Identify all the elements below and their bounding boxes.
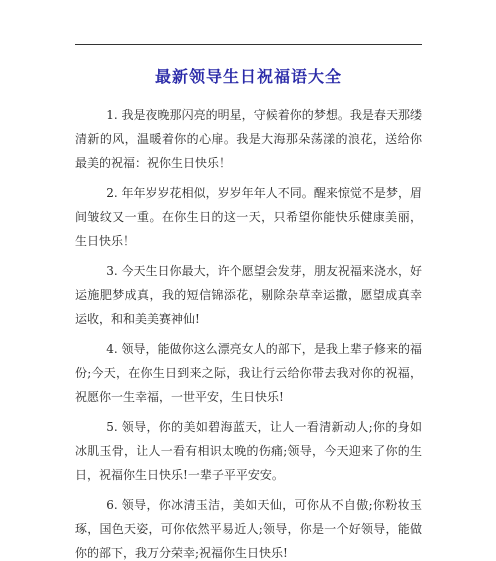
paragraph-6: 6. 领导，你冰清玉洁，美如天仙，可你从不自傲;你粉妆玉琢，国色天姿，可你依然平易近人;领导，你是一个好领导，能做你的部下，我万分荣幸;祝福你生日快乐! — [75, 498, 422, 560]
paragraph-1: 1. 我是夜晚那闪亮的明星，守候着你的梦想。我是春天那缕清新的风，温暖着你的心扉。我是大海那朵荡漾的浪花，送给你最美的祝福：祝你生日快乐！ — [75, 108, 422, 170]
paragraph-5: 5. 领导，你的美如碧海蓝天，让人一看清新动人;你的身如冰肌玉骨，让人一看有相识太晚的伤痛;领导，今天迎来了你的生日，祝福你生日快乐!一辈子平平安安。 — [75, 420, 422, 482]
header-rule — [75, 44, 422, 45]
document-body — [75, 103, 422, 561]
paragraph-2: 2. 年年岁岁花相似，岁岁年年人不同。醒来惊觉不是梦，眉间皱纹又一重。在你生日的这一天，只希望你能快乐健康美丽，生日快乐！ — [75, 186, 422, 248]
paragraph-3: 3. 今天生日你最大，许个愿望会发芽，朋友祝福来浇水，好运施肥梦成真，我的短信锦添花，剔除杂草幸运撒，愿望成真幸运收，和和美美赛神仙! — [75, 264, 422, 326]
document-title: 最新领导生日祝福语大全 — [154, 67, 342, 86]
paragraph-4: 4. 领导，能做你这么漂亮女人的部下，是我上辈子修来的福份;今天，在你生日到来之际，我让行云给你带去我对你的祝福，祝愿你一生幸福，一世平安，生日快乐! — [75, 342, 422, 404]
